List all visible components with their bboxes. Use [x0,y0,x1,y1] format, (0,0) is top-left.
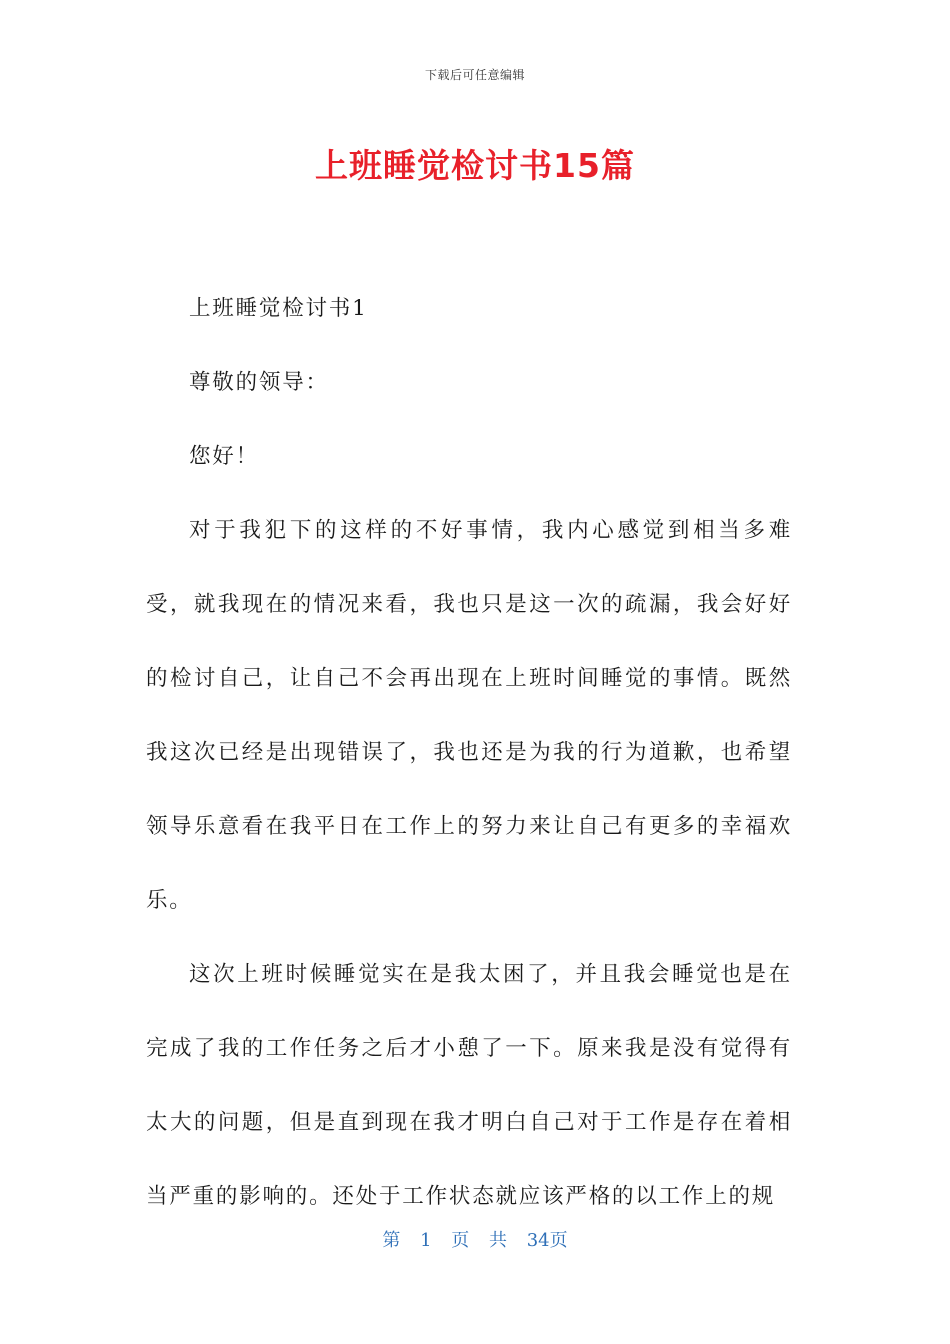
footer-page-current: 1 [420,1230,432,1251]
header-note: 下载后可任意编辑 [424,68,525,82]
document-title: 上班睡觉检讨书15篇 [315,146,635,185]
page-footer [0,1226,950,1252]
footer-label-di: 第 [382,1230,401,1251]
paragraph-body-1: 对于我犯下的这样的不好事情，我内心感觉到相当多难受，就我现在的情况来看，我也只是这一次的疏漏，我会好好的检讨自己，让自己不会再出现在上班时间睡觉的事情。既然我这次已经是出现错误了，我也还是为我的行为道歉，也希望领导乐意看在我平日在工作上的努力来让自己有更多的幸福欢乐。 [146,518,792,913]
footer-page-total: 34页 [526,1230,568,1251]
document-body [146,272,792,1234]
paragraph-body-2: 这次上班时候睡觉实在是我太困了，并且我会睡觉也是在完成了我的工作任务之后才小憩了一下。原来我是没有觉得有太大的问题，但是直到现在我才明白自己对于工作是存在着相当严重的影响的。还处于工作状态就应该严格的以工作上的规 [146,962,792,1209]
paragraph-greeting: 您好！ [189,444,259,469]
footer-label-gong: 共 [489,1230,507,1251]
paragraph-section-heading: 上班睡觉检讨书1 [189,296,368,321]
paragraph-salutation: 尊敬的领导： [189,370,329,395]
footer-label-ye: 页 [451,1230,470,1251]
